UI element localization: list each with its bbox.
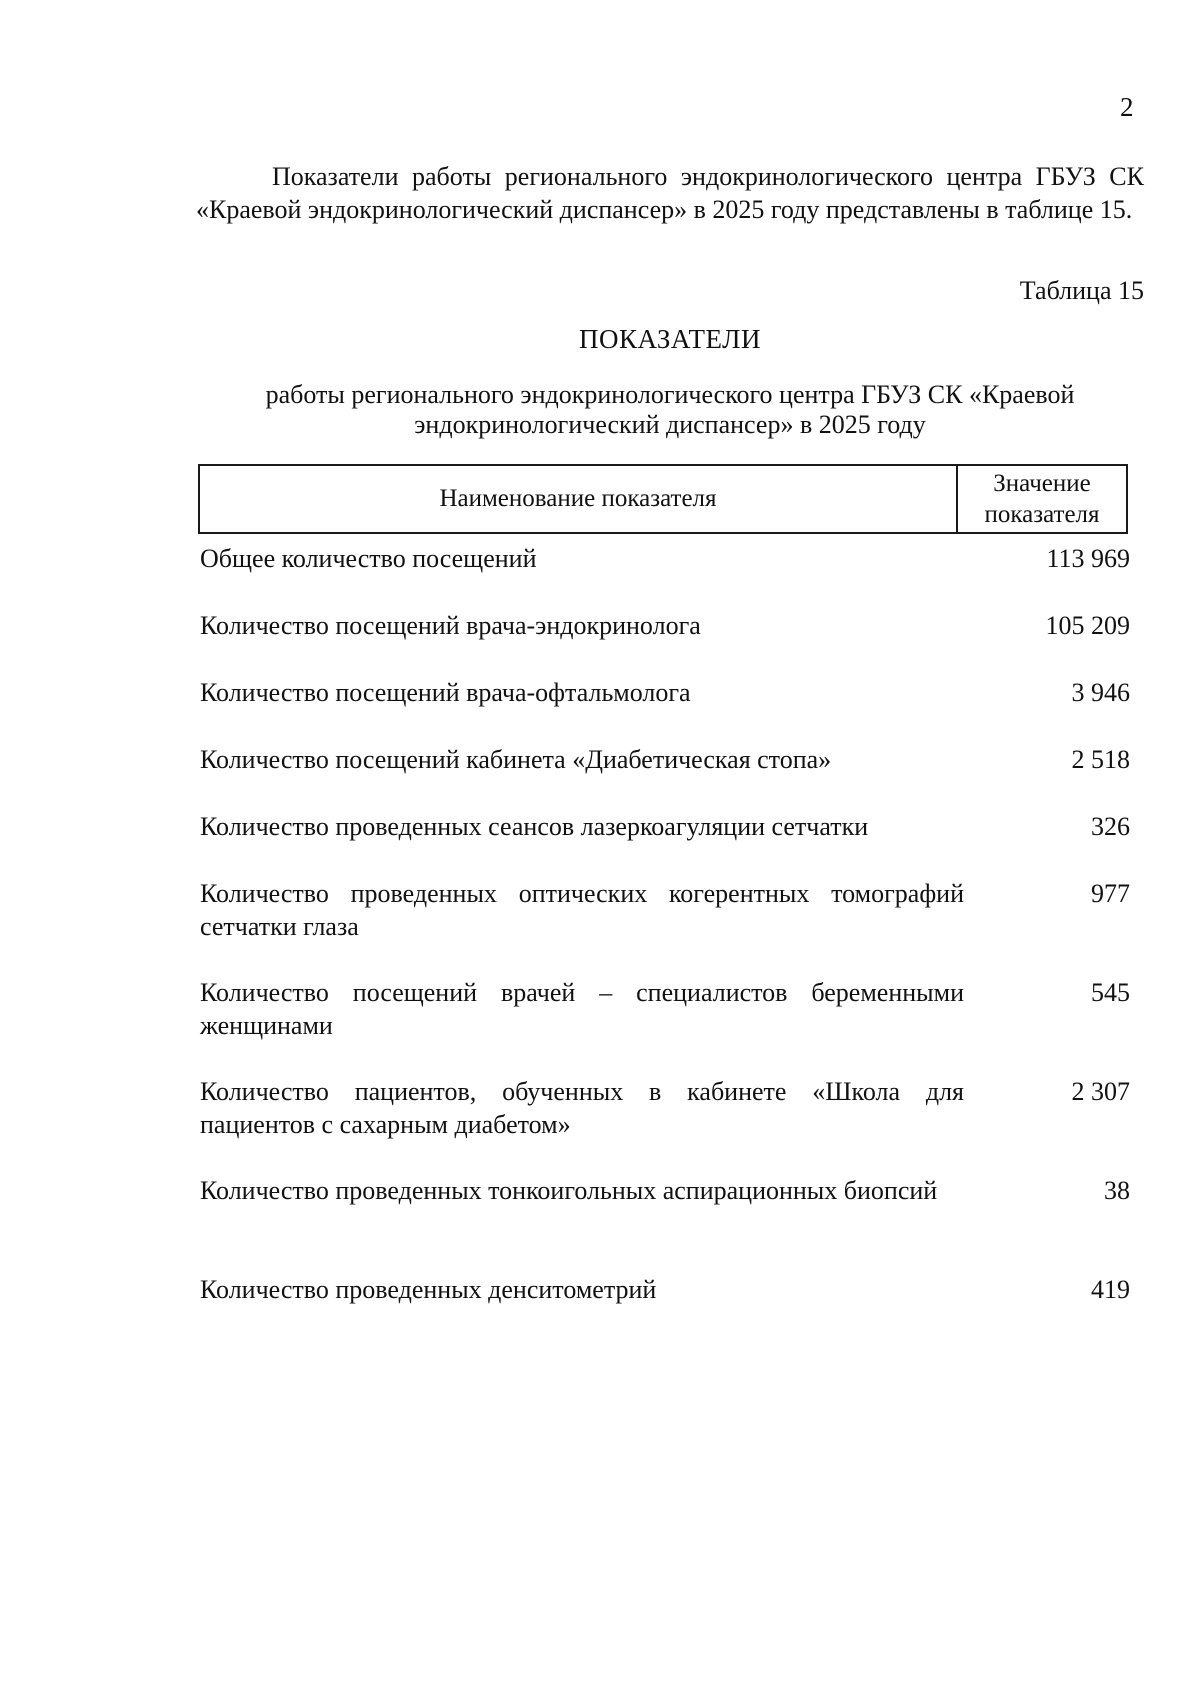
row-value: 105 209: [1045, 611, 1130, 640]
table-row: [200, 1174, 1130, 1273]
row-name: Количество посещений врача-эндокринолога: [200, 611, 701, 640]
row-value: 977: [1091, 879, 1130, 908]
row-name: Количество посещений кабинета «Диабетическая стопа»: [200, 745, 832, 774]
table-title: ПОКАЗАТЕЛИ: [579, 324, 761, 354]
table-subtitle: работы регионального эндокринологического центра ГБУЗ СК «Краевой эндокринологический диспансер» в 2025 году: [265, 380, 1075, 439]
header-value-label-line2: показателя: [984, 501, 1100, 528]
row-name: Количество пациентов, обученных в кабинете «Школа для пациентов с сахарным диабетом»: [200, 1077, 964, 1139]
table-row: [200, 1075, 1130, 1174]
row-name: Общее количество посещений: [200, 544, 537, 573]
row-value: 113 969: [1046, 544, 1130, 573]
table-body: [200, 542, 1130, 1340]
row-value: 326: [1091, 812, 1130, 841]
row-name: Количество посещений врачей – специалистов беременными женщинами: [200, 978, 964, 1040]
row-value: 545: [1091, 978, 1130, 1007]
row-value: 2 518: [1071, 745, 1130, 774]
table-row: [200, 1273, 1130, 1340]
header-value-label-line1: Значение: [993, 470, 1091, 497]
table-row: [200, 676, 1130, 743]
row-name: Количество проведенных тонкоигольных аспирационных биопсий: [200, 1176, 938, 1205]
table-row: [200, 743, 1130, 810]
table-row: [200, 542, 1130, 609]
header-name-label: Наименование показателя: [439, 485, 717, 512]
page-number: 2: [1120, 92, 1134, 122]
row-name: Количество проведенных оптических когерентных томографий сетчатки глаза: [200, 879, 964, 941]
header-value-cell: [958, 466, 1126, 532]
row-name: Количество проведенных денситометрий: [200, 1275, 657, 1304]
table-row: [200, 877, 1130, 976]
table-row: [200, 609, 1130, 676]
table-row: [200, 976, 1130, 1075]
table-row: [200, 810, 1130, 877]
table-header: [198, 464, 1128, 534]
row-value: 419: [1091, 1275, 1130, 1304]
row-name: Количество посещений врача-офтальмолога: [200, 678, 691, 707]
header-name-cell: [200, 466, 958, 532]
row-value: 38: [1104, 1176, 1130, 1205]
intro-paragraph: Показатели работы регионального эндокринологического центра ГБУЗ СК «Краевой эндокринологический диспансер» в 2025 году представлены в таблице 15.: [196, 162, 1144, 224]
row-value: 2 307: [1071, 1077, 1130, 1106]
table-number-label: Таблица 15: [1019, 276, 1144, 305]
row-name: Количество проведенных сеансов лазеркоагуляции сетчатки: [200, 812, 869, 841]
row-value: 3 946: [1071, 678, 1130, 707]
